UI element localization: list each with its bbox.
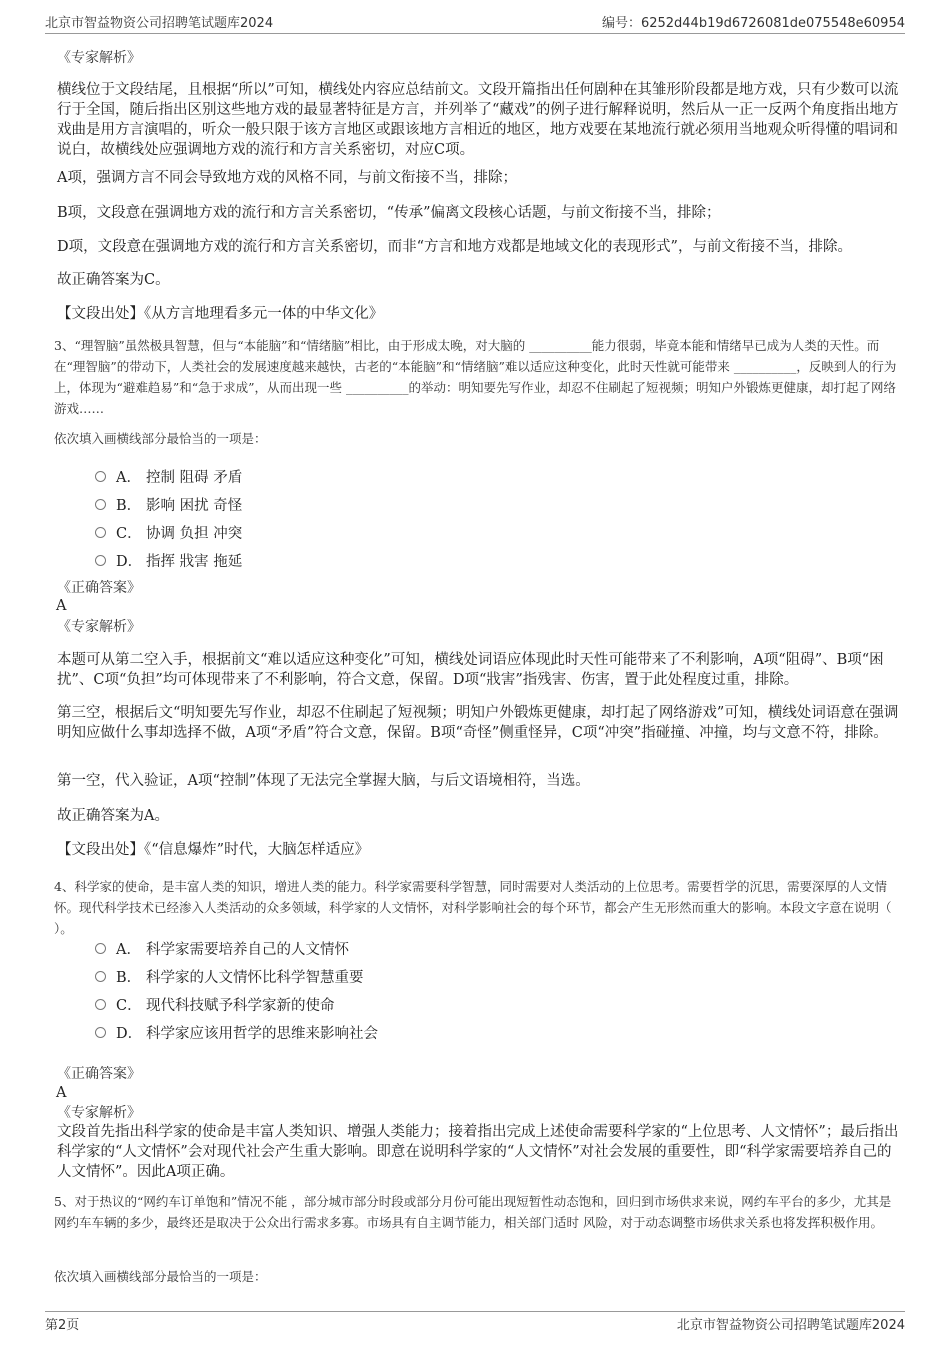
question-prompt: 依次填入画横线部分最恰当的一项是： [54, 431, 267, 446]
option-c[interactable]: C． 现代科技赋予科学家新的使命 [95, 990, 378, 1018]
correct-answer: A [56, 1085, 67, 1101]
option-a[interactable]: A． 科学家需要培养自己的人文情怀 [95, 934, 378, 962]
analysis-paragraph: 第三空，根据后文“明知要先写作业，却忍不住刷起了短视频；明知户外锻炼更健康，却打起了网络游戏”可知，横线处词语意在强调明知应做什么事却选择不做，A项“矛盾”符合文意，保留。B项“奇怪”侧重怪异，C项“冲突”指碰撞、冲撞，均与文意不符，排除。 [57, 705, 899, 741]
page-footer [45, 1314, 905, 1334]
expert-analysis-label: 《专家解析》 [57, 1105, 141, 1121]
analysis-paragraph: 第一空，代入验证，A项“控制”体现了无法完全掌握大脑，与后文语境相符，当选。 [57, 773, 590, 789]
header-divider [45, 33, 905, 34]
question-text: 3、“理智脑”虽然极具智慧，但与“本能脑”和“情绪脑”相比，由于形成太晚，对大脑的 __________能力很弱，毕竟本能和情绪早已成为人类的天性。而在“理智脑”的带动下，人类社会的发展速度越来越快，古老的“本能脑”和“情绪脑”难以适应这种变化，此时天性就可能带来 __________，反映到人的行为上，体现为“避难趋易”和“急于求成”，从而出现一些 __________的举动：明知要先写作业，却忍不住刷起了短视频；明知户外锻炼更健康，却打起了网络游戏…… [54, 338, 897, 416]
header-title: 北京市智益物资公司招聘笔试题库2024 [45, 16, 274, 31]
question-text: 4、科学家的使命，是丰富人类的知识，增进人类的能力。科学家需要科学智慧，同时需要对人类活动的上位思考。需要哲学的沉思，需要深厚的人文情怀。现代科学技术已经渗入人类活动的众多领域，科学家的人文情怀，对科学影响社会的每个环节，都会产生无形然而重大的影响。本段文字意在说明（ ）。 [54, 879, 892, 936]
footer-title: 北京市智益物资公司招聘笔试题库2024 [676, 1318, 905, 1333]
radio-icon[interactable] [95, 971, 106, 982]
source-citation: 【文段出处】《从方言地理看多元一体的中华文化》 [57, 306, 384, 322]
source-citation: 【文段出处】《“信息爆炸”时代，大脑怎样适应》 [57, 842, 370, 858]
expert-analysis-label: 《专家解析》 [57, 619, 141, 635]
correct-answer-label: 《正确答案》 [57, 1066, 141, 1082]
page-header [45, 12, 905, 32]
analysis-paragraph: 本题可从第二空入手，根据前文“难以适应这种变化”可知，横线处词语应体现此时天性可能带来了不利影响，A项“阻碍”、B项“困扰”、C项“负担”均可体现带来了不利影响，符合文意，保留。D项“戕害”指残害、伤害，置于此处程度过重，排除。 [57, 652, 884, 688]
option-d[interactable]: D． 指挥 戕害 拖延 [95, 546, 242, 574]
radio-icon[interactable] [95, 499, 106, 510]
analysis-paragraph: 横线位于文段结尾，且根据“所以”可知，横线处内容应总结前文。文段开篇指出任何剧种在其雏形阶段都是地方戏，只有少数可以流行于全国，随后指出区别这些地方戏的最显著特征是方言，并列举了“藏戏”的例子进行解释说明，然后从一正一反两个角度指出地方戏曲是用方言演唱的，听众一般只限于该方言地区或跟该地方言相近的地区，地方戏要在某地流行就必须用当地观众听得懂的唱词和说白，故横线处应强调地方戏的流行和方言关系密切，对应C项。 [57, 82, 899, 158]
radio-icon[interactable] [95, 527, 106, 538]
analysis-paragraph: A项，强调方言不同会导致地方戏的风格不同，与前文衔接不当，排除； [57, 170, 517, 186]
option-c[interactable]: C． 协调 负担 冲突 [95, 518, 242, 546]
option-a[interactable]: A． 控制 阻碍 矛盾 [95, 462, 242, 490]
radio-icon[interactable] [95, 555, 106, 566]
radio-icon[interactable] [95, 943, 106, 954]
analysis-paragraph: B项，文段意在强调地方戏的流行和方言关系密切，“传承”偏离文段核心话题，与前文衔接不当，排除； [57, 205, 721, 221]
option-list [95, 934, 378, 1046]
footer-divider [45, 1311, 905, 1312]
radio-icon[interactable] [95, 999, 106, 1010]
question-text: 5、对于热议的“网约车订单饱和”情况不能 ，部分城市部分时段或部分月份可能出现短暂性动态饱和，回归到市场供求来说，网约车平台的多少，尤其是网约车车辆的多少，最终还是取决于公众出行需求多寡。市场具有自主调节能力，相关部门适时 风险，对于动态调整市场供求关系也将发挥积极作用。 [54, 1194, 892, 1230]
correct-answer: A [56, 598, 67, 614]
header-code: 编号：6252d44b19d6726081de075548e60954 [601, 16, 905, 31]
option-list [95, 462, 242, 574]
option-b[interactable]: B． 科学家的人文情怀比科学智慧重要 [95, 962, 378, 990]
analysis-paragraph: 文段首先指出科学家的使命是丰富人类知识、增强人类能力；接着指出完成上述使命需要科学家的“上位思考、人文情怀”；最后指出科学家的“人文情怀”会对现代社会产生重大影响。即意在说明科学家的“人文情怀”对社会发展的重要性，即“科学家需要培养自己的人文情怀”。因此A项正确。 [57, 1124, 899, 1180]
radio-icon[interactable] [95, 1027, 106, 1038]
correct-answer-label: 《正确答案》 [57, 580, 141, 596]
answer-statement: 故正确答案为A。 [57, 808, 169, 824]
option-b[interactable]: B． 影响 困扰 奇怪 [95, 490, 242, 518]
analysis-paragraph: D项，文段意在强调地方戏的流行和方言关系密切，而非“方言和地方戏都是地域文化的表现形式”，与前文衔接不当，排除。 [57, 239, 852, 255]
expert-analysis-label: 《专家解析》 [57, 50, 141, 66]
page-number: 第2页 [45, 1318, 80, 1333]
option-d[interactable]: D． 科学家应该用哲学的思维来影响社会 [95, 1018, 378, 1046]
answer-statement: 故正确答案为C。 [57, 272, 170, 288]
question-prompt: 依次填入画横线部分最恰当的一项是： [54, 1269, 267, 1284]
radio-icon[interactable] [95, 471, 106, 482]
